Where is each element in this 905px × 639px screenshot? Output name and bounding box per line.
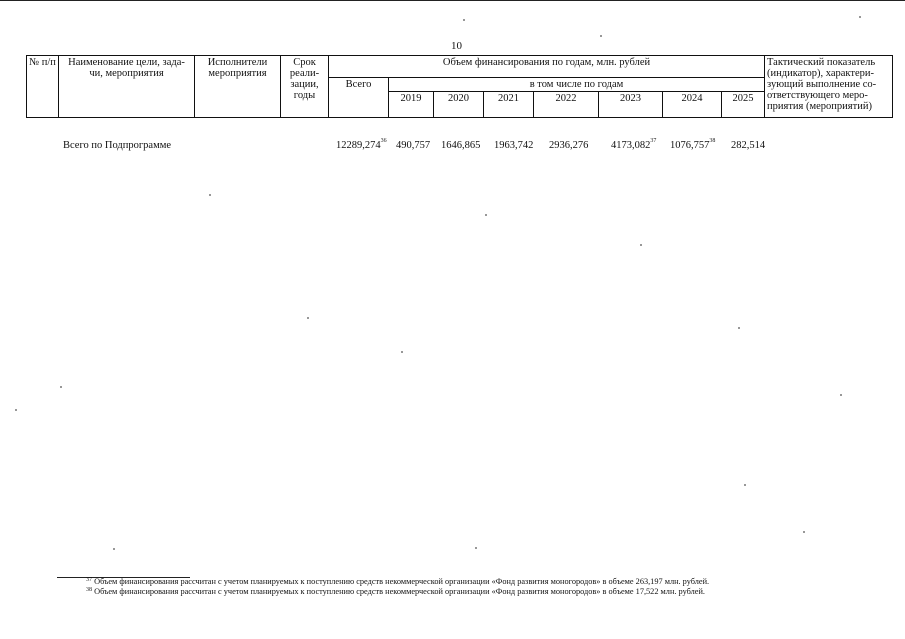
footnote-38-text: Объем финансирования рассчитан с учетом планируемых к поступлению средств некоммерческой организации «Фонд развития моногородов» в объеме 17,522 млн. рублей. [94, 587, 705, 596]
header-year-2022: 2022 [534, 92, 599, 118]
scan-speck [401, 351, 403, 353]
scan-speck [475, 547, 477, 549]
header-year-2020: 2020 [434, 92, 484, 118]
value-2021: 1963,742 [494, 140, 534, 151]
scan-speck [307, 317, 309, 319]
header-year-2019: 2019 [389, 92, 434, 118]
value-2024-text: 1076,757 [670, 140, 710, 151]
footnote-38 [86, 587, 709, 597]
value-2023-footnote-mark: 37 [650, 138, 657, 144]
value-2020: 1646,865 [441, 140, 481, 151]
footnotes [86, 577, 709, 597]
table-header [26, 55, 893, 118]
header-cell-name: Наименование цели, зада- чи, мероприятия [59, 56, 195, 118]
header-year-2024: 2024 [663, 92, 722, 118]
scan-speck [803, 531, 805, 533]
scan-speck [209, 194, 211, 196]
footnote-37-mark: 37 [86, 577, 92, 583]
page-number: 10 [451, 40, 462, 52]
footnote-37 [86, 577, 709, 587]
total-row-label: Всего по Подпрограмме [63, 140, 172, 151]
scan-speck [744, 484, 746, 486]
header-cell-by-years: в том числе по годам [389, 78, 765, 92]
scan-speck [840, 394, 842, 396]
total-value [336, 140, 387, 151]
value-2024-footnote-mark: 38 [709, 138, 716, 144]
footnote-38-mark: 38 [86, 587, 92, 593]
value-2024 [670, 140, 715, 151]
header-cell-number: № п/п [27, 56, 59, 118]
scan-speck [640, 244, 642, 246]
scan-top-edge [0, 0, 905, 7]
header-year-2021: 2021 [484, 92, 534, 118]
value-2023 [611, 140, 656, 151]
scan-speck [15, 409, 17, 411]
value-2025: 282,514 [731, 140, 766, 151]
header-year-2023: 2023 [599, 92, 663, 118]
total-row [0, 140, 905, 156]
scan-speck [113, 548, 115, 550]
scan-speck [600, 35, 602, 37]
footnote-37-text: Объем финансирования рассчитан с учетом планируемых к поступлению средств некоммерческой организации «Фонд развития моногородов» в объеме 263,197 млн. рублей. [94, 577, 710, 586]
header-cell-funding: Объем финансирования по годам, млн. рублей [329, 56, 765, 78]
total-footnote-mark: 36 [380, 138, 387, 144]
header-cell-executors: Исполнители мероприятия [195, 56, 281, 118]
value-2019: 490,757 [396, 140, 431, 151]
scan-speck [859, 16, 861, 18]
header-year-2025: 2025 [722, 92, 765, 118]
total-value-text: 12289,274 [336, 140, 381, 151]
value-2023-text: 4173,082 [611, 140, 651, 151]
scan-speck [463, 19, 465, 21]
value-2022: 2936,276 [549, 140, 589, 151]
scan-speck [738, 327, 740, 329]
header-cell-indicator: Тактический показатель (индикатор), характери- зующий выполнение со- ответствующего меро- приятия (мероприятий) [765, 56, 893, 118]
scan-speck [60, 386, 62, 388]
scan-speck [485, 214, 487, 216]
header-cell-term: Срок реали- зации, годы [281, 56, 329, 118]
header-cell-total: Всего [329, 78, 389, 118]
